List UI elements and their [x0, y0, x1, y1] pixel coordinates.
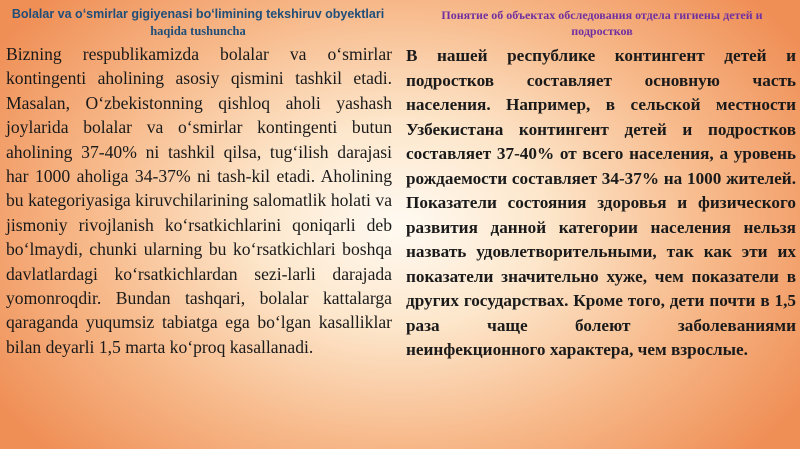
- uzbek-column: [0, 0, 396, 449]
- russian-body-text: В нашей республике контингент детей и подростков составляет основную часть населения. Например, в сельской местности Узбекистана контингент детей и подростков составляет 37-40% от всего населения, а уровень рождаемости составляет 34-37% на 1000 жителей. Показатели состояния здоровья и физического развития данной категории населения нельзя назвать удовлетворительными, так как эти их показатели значительно хуже, чем показатели в других государствах. Кроме того, дети почти в 1,5 раза чаще болеют заболеваниями неинфекционного характера, чем взрослые.: [406, 46, 796, 359]
- uzbek-title: [0, 0, 396, 36]
- russian-title: Понятие об объектах обследования отдела гигиены детей и подростков: [441, 8, 763, 38]
- uzbek-title-tail: haqida tushuncha: [150, 24, 246, 38]
- uzbek-title-main: Bolalar va oʻsmirlar gigiyenasi boʻlimining tekshiruv obyektlari: [11, 7, 385, 21]
- russian-column: [404, 0, 800, 449]
- uzbek-body-text: Bizning respublikamizda bolalar va oʻsmirlar kontingenti aholining asosiy qismini tashkil etadi. Masalan, Oʻzbekistonning qishloq aholi yashash joylarida bolalar va oʻsmirlar kontingenti butun aholining 37-40% ni tashkil qilsa, tugʻilish darajasi har 1000 aholiga 34-37% ni tash-kil etadi. Aholining bu kategoriyasiga kiruvchilarining salomatlik holati va jismoniy rivojlanish koʻrsatkichlarini qoniqarli deb boʻlmaydi, chunki ularning bu koʻrsatkichlari boshqa davlatlardagi koʻrsatkichlardan sezi-larli darajada yomonroqdir. Bundan tashqari, bolalar kattalarga qaraganda yuqumsiz tabiatga ega boʻlgan kasalliklar bilan deyarli 1,5 marta koʻproq kasallanadi.: [6, 44, 392, 357]
